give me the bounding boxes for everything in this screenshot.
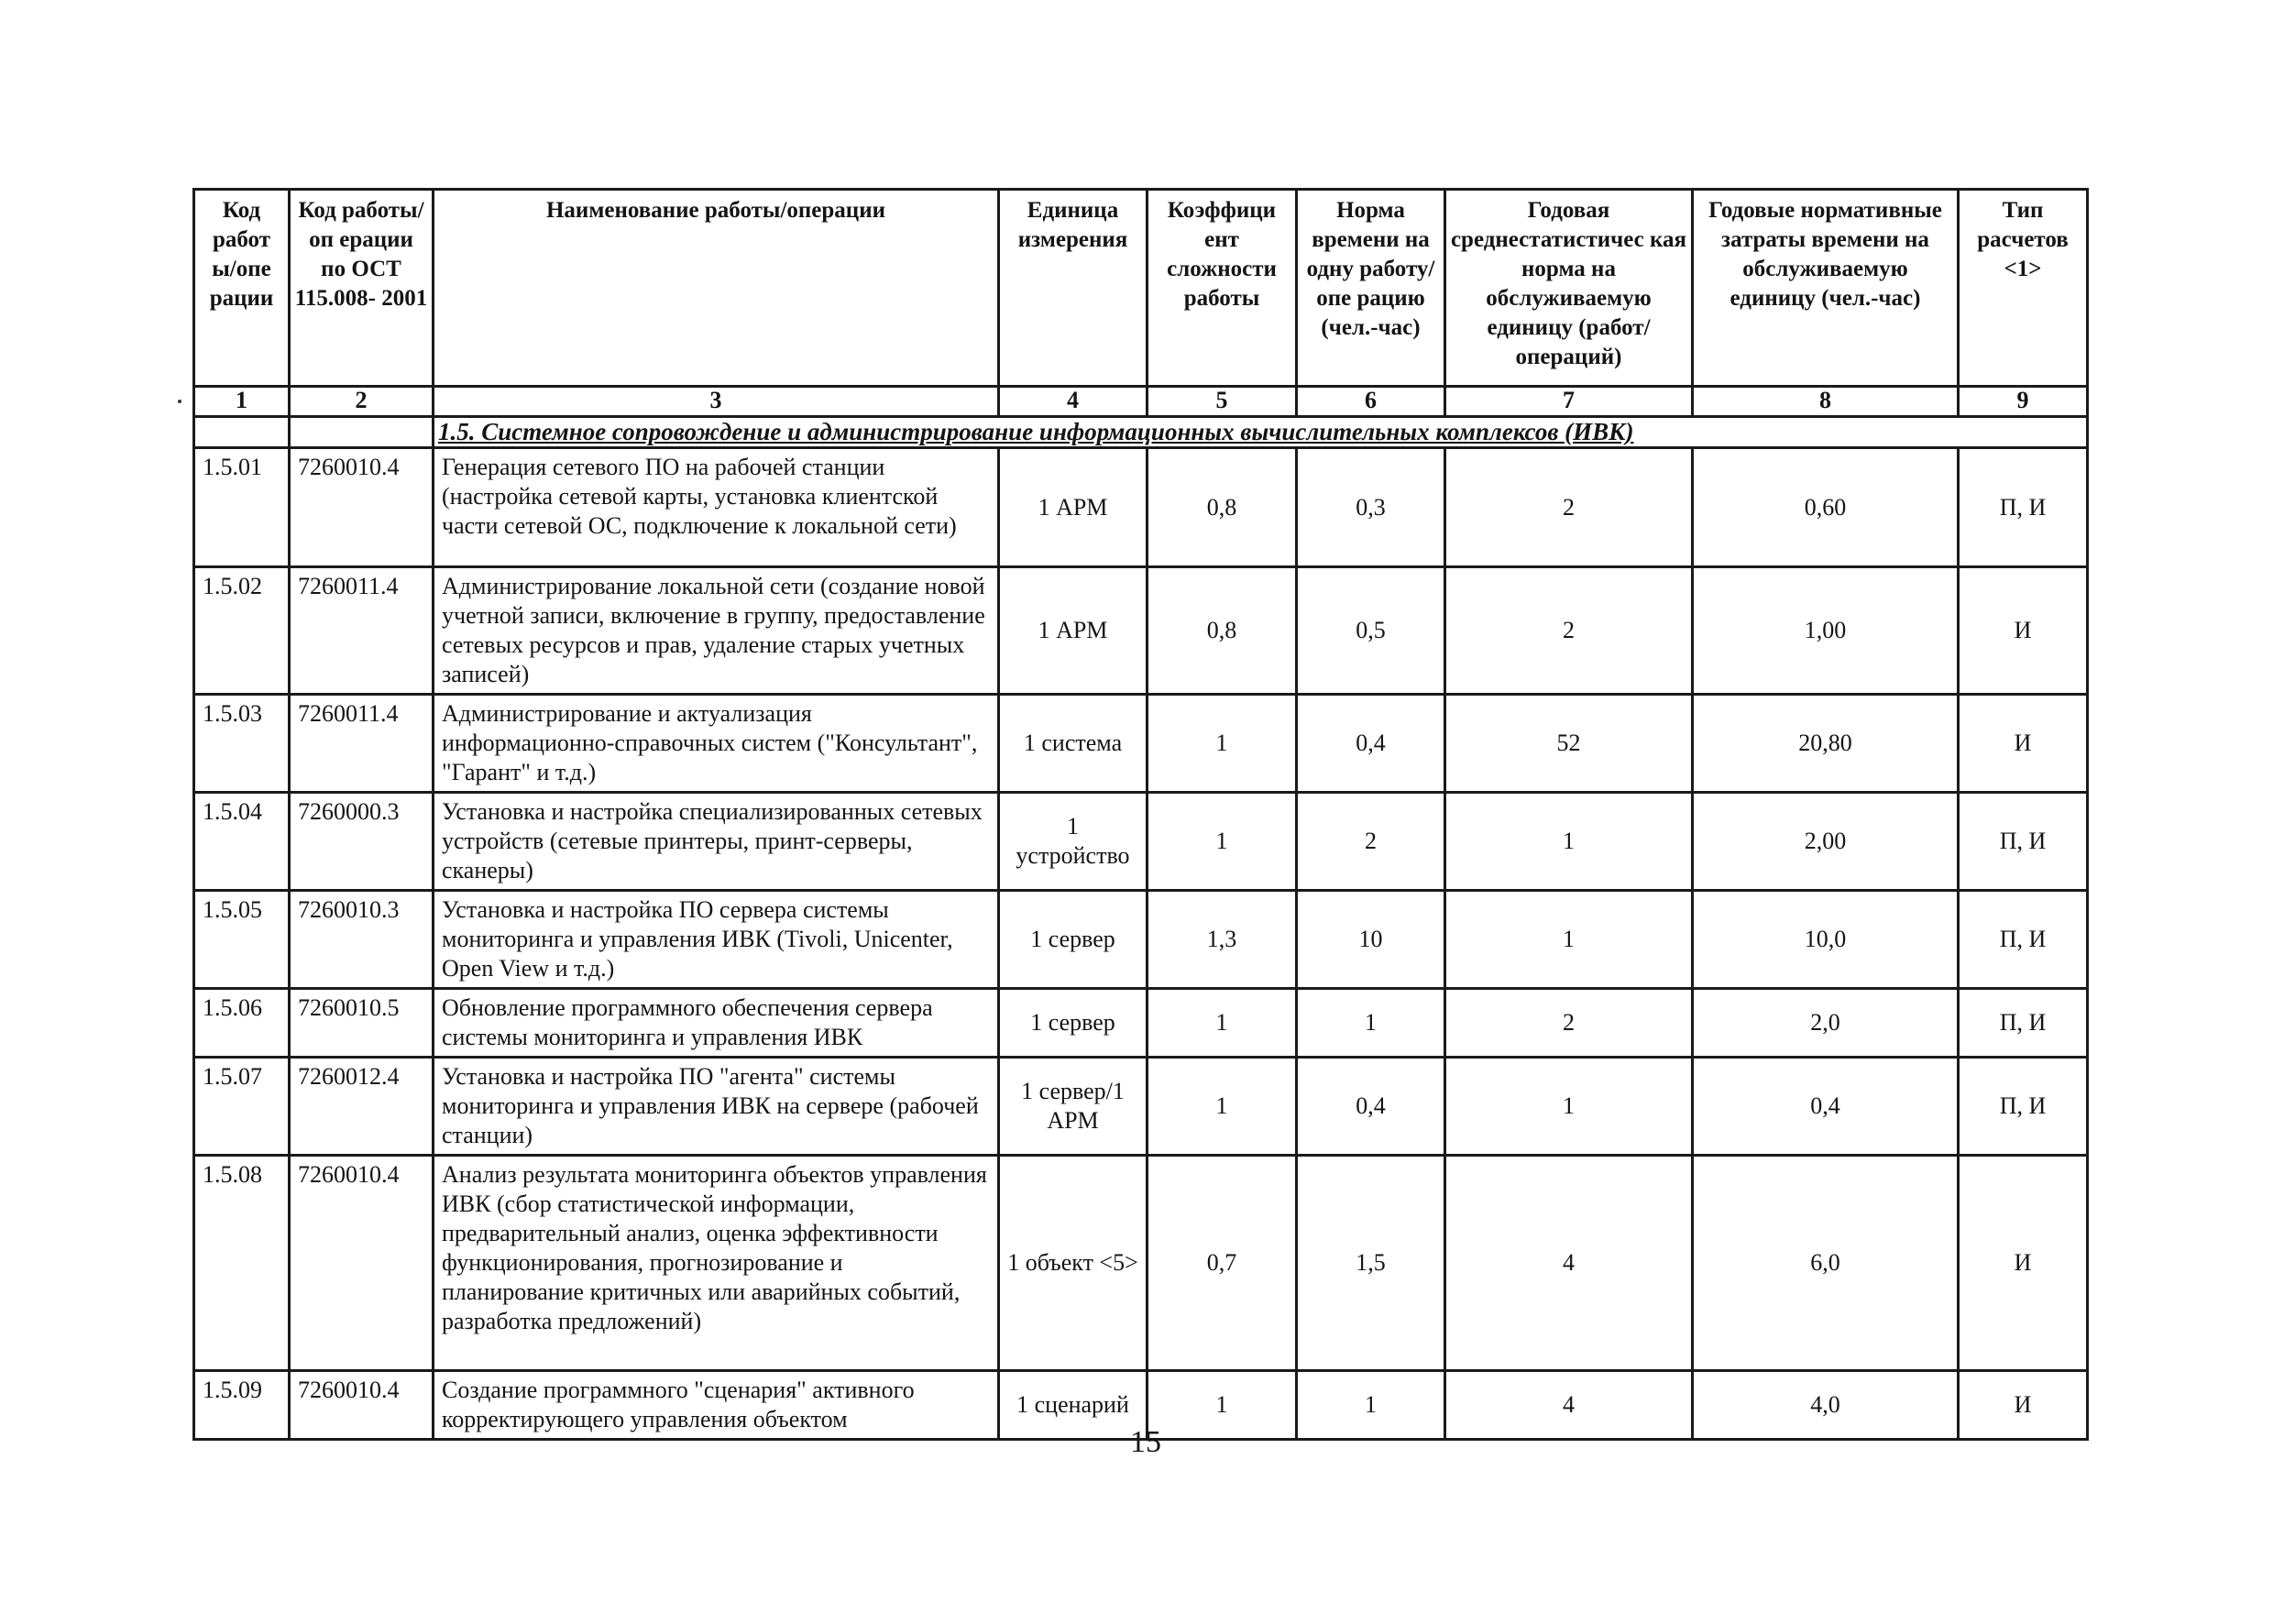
table-row [194,989,2088,1058]
calc-type: И [1959,695,2088,793]
table-row [194,1156,2088,1371]
section-title-cell [434,417,2088,448]
header-work-name: Наименование работы/операции [434,190,999,387]
table-row [194,567,2088,695]
time-norm: 1 [1297,989,1445,1058]
complexity: 0,8 [1147,567,1297,695]
column-number: 9 [1959,387,2088,417]
work-code: 1.5.02 [194,567,290,695]
unit: 1 сценарий [999,1371,1147,1440]
unit: 1 объект <5> [999,1156,1147,1371]
table-row [194,793,2088,891]
header-unit: Единица измерения [999,190,1147,387]
work-name: Обновление программного обеспечения сервера системы мониторинга и управления ИВК [434,989,999,1058]
unit: 1 система [999,695,1147,793]
work-code: 1.5.01 [194,448,290,567]
section-title: 1.5. Системное сопровождение и администрирование информационных вычислительных комплексов (ИВК) [438,418,1634,445]
work-name: Установка и настройка ПО сервера системы мониторинга и управления ИВК (Tivoli, Unicenter, Open View и т.д.) [434,891,999,989]
header-ost-code: Код работы/оп ерации по ОСТ 115.008- 2001 [290,190,434,387]
column-number: 6 [1297,387,1445,417]
time-norm: 0,4 [1297,1058,1445,1156]
header-time-norm: Норма времени на одну работу/опе рацию (чел.-час) [1297,190,1445,387]
unit: 1 сервер [999,891,1147,989]
column-number: 7 [1445,387,1693,417]
work-code: 1.5.09 [194,1371,290,1440]
ost-code: 7260010.4 [290,1371,434,1440]
annual-norm: 52 [1445,695,1693,793]
annual-norm: 1 [1445,1058,1693,1156]
column-number: 3 [434,387,999,417]
annual-cost: 10,0 [1693,891,1959,989]
section-empty-cell [290,417,434,448]
complexity: 0,7 [1147,1156,1297,1371]
ost-code: 7260011.4 [290,695,434,793]
work-code: 1.5.06 [194,989,290,1058]
work-code: 1.5.04 [194,793,290,891]
work-name: Администрирование локальной сети (создание новой учетной записи, включение в группу, предоставление сетевых ресурсов и прав, удаление старых учетных записей) [434,567,999,695]
annual-cost: 2,00 [1693,793,1959,891]
unit: 1 АРМ [999,448,1147,567]
table-row [194,891,2088,989]
column-number: 1 [194,387,290,417]
calc-type: П, И [1959,448,2088,567]
work-code: 1.5.05 [194,891,290,989]
scan-speck [178,400,181,403]
norms-table [192,188,2089,1441]
work-code: 1.5.03 [194,695,290,793]
table-header-row [194,190,2088,387]
header-calc-type: Тип расчетов <1> [1959,190,2088,387]
column-number: 2 [290,387,434,417]
calc-type: И [1959,1156,2088,1371]
table-row [194,1058,2088,1156]
column-number-row [194,387,2088,417]
calc-type: И [1959,567,2088,695]
work-name: Установка и настройка специализированных сетевых устройств (сетевые принтеры, принт-серверы, сканеры) [434,793,999,891]
work-code: 1.5.07 [194,1058,290,1156]
time-norm: 0,4 [1297,695,1445,793]
complexity: 1 [1147,793,1297,891]
annual-norm: 2 [1445,989,1693,1058]
annual-norm: 4 [1445,1371,1693,1440]
ost-code: 7260010.4 [290,448,434,567]
header-annual-cost: Годовые нормативные затраты времени на обслуживаемую единицу (чел.-час) [1693,190,1959,387]
complexity: 1 [1147,1371,1297,1440]
annual-norm: 4 [1445,1156,1693,1371]
calc-type: П, И [1959,891,2088,989]
time-norm: 0,5 [1297,567,1445,695]
calc-type: П, И [1959,1058,2088,1156]
time-norm: 1 [1297,1371,1445,1440]
table-row [194,695,2088,793]
unit: 1 сервер/1 АРМ [999,1058,1147,1156]
ost-code: 7260000.3 [290,793,434,891]
unit: 1 сервер [999,989,1147,1058]
calc-type: П, И [1959,989,2088,1058]
column-number: 5 [1147,387,1297,417]
annual-cost: 6,0 [1693,1156,1959,1371]
page-number: 15 [1130,1425,1161,1459]
complexity: 1 [1147,989,1297,1058]
time-norm: 1,5 [1297,1156,1445,1371]
annual-norm: 2 [1445,567,1693,695]
annual-norm: 1 [1445,891,1693,989]
unit: 1 АРМ [999,567,1147,695]
work-name: Генерация сетевого ПО на рабочей станции (настройка сетевой карты, установка клиентской части сетевой ОС, подключение к локальной сети) [434,448,999,567]
unit: 1 устройство [999,793,1147,891]
annual-cost: 2,0 [1693,989,1959,1058]
column-number: 8 [1693,387,1959,417]
annual-cost: 1,00 [1693,567,1959,695]
annual-cost: 4,0 [1693,1371,1959,1440]
time-norm: 2 [1297,793,1445,891]
annual-norm: 1 [1445,793,1693,891]
table-row [194,448,2088,567]
annual-cost: 20,80 [1693,695,1959,793]
annual-cost: 0,60 [1693,448,1959,567]
work-name: Администрирование и актуализация информационно-справочных систем ("Консультант", "Гарант" и т.д.) [434,695,999,793]
complexity: 0,8 [1147,448,1297,567]
ost-code: 7260010.5 [290,989,434,1058]
column-number: 4 [999,387,1147,417]
time-norm: 10 [1297,891,1445,989]
complexity: 1 [1147,695,1297,793]
ost-code: 7260010.3 [290,891,434,989]
annual-cost: 0,4 [1693,1058,1959,1156]
work-code: 1.5.08 [194,1156,290,1371]
calc-type: И [1959,1371,2088,1440]
complexity: 1 [1147,1058,1297,1156]
time-norm: 0,3 [1297,448,1445,567]
header-work-code: Код работ ы/опе рации [194,190,290,387]
header-complexity: Коэффици ент сложности работы [1147,190,1297,387]
section-empty-cell [194,417,290,448]
header-annual-norm: Годовая среднестатистичес кая норма на обслуживаемую единицу (работ/операций) [1445,190,1693,387]
work-name: Установка и настройка ПО "агента" системы мониторинга и управления ИВК на сервере (рабочей станции) [434,1058,999,1156]
work-name: Анализ результата мониторинга объектов управления ИВК (сбор статистической информации, предварительный анализ, оценка эффективности функционирования, прогнозирование и планирование критичных или аварийных событий, разработка предложений) [434,1156,999,1371]
work-name: Создание программного "сценария" активного корректирующего управления объектом [434,1371,999,1440]
ost-code: 7260011.4 [290,567,434,695]
ost-code: 7260012.4 [290,1058,434,1156]
section-row [194,417,2088,448]
complexity: 1,3 [1147,891,1297,989]
calc-type: П, И [1959,793,2088,891]
ost-code: 7260010.4 [290,1156,434,1371]
annual-norm: 2 [1445,448,1693,567]
